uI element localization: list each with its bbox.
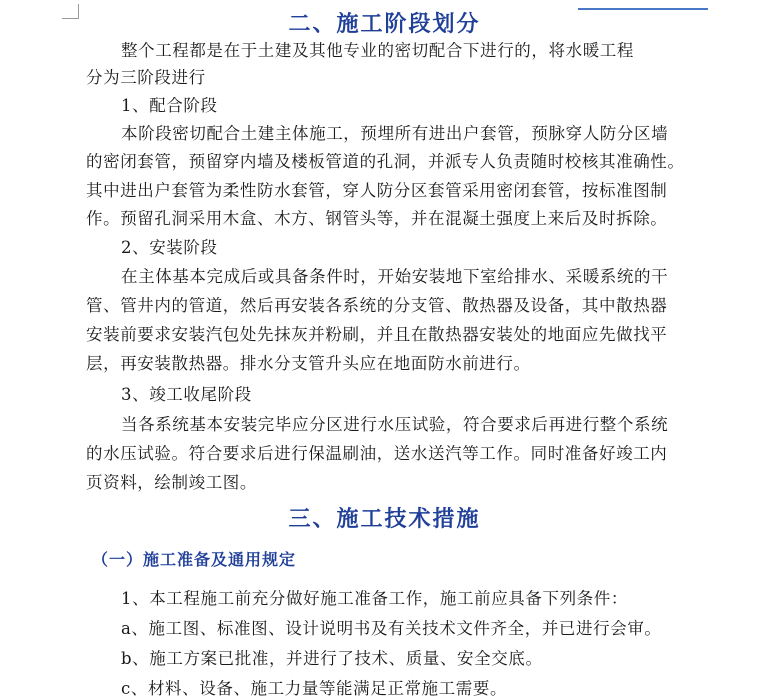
paragraph-line: 分为三阶段进行 (86, 68, 206, 87)
list-item: a、施工图、标准图、设计说明书及有关技术文件齐全，并已进行会审。 (121, 619, 662, 638)
phase-label: 1、配合阶段 (121, 96, 218, 115)
phase-label: 3、竣工收尾阶段 (121, 385, 252, 404)
paragraph-line: 的密闭套管，预留穿内墙及楼板管道的孔洞，并派专人负责随时校核其准确性。 (86, 152, 685, 171)
paragraph-line: 当各系统基本安装完毕应分区进行水压试验，符合要求后再进行整个系统 (121, 415, 669, 434)
list-item: 1、本工程施工前充分做好施工准备工作，施工前应具备下列条件： (121, 589, 628, 608)
paragraph-line: 页资料，绘制竣工图。 (86, 473, 257, 492)
section-heading-construction-phases: 二、施工阶段划分 (288, 11, 481, 37)
paragraph-line: 整个工程都是在于土建及其他专业的密切配合下进行的，将水暖工程 (121, 41, 634, 60)
list-item: c、材料、设备、施工力量等能满足正常施工需要。 (121, 679, 508, 698)
paragraph-line: 的水压试验。符合要求后进行保温刷油，送水送汽等工作。同时准备好竣工内 (86, 444, 668, 463)
paragraph-line: 安装前要求安装汽包处先抹灰并粉刷，并且在散热器安装处的地面应先做找平 (86, 325, 668, 344)
phase-label: 2、安装阶段 (121, 238, 218, 257)
paragraph-line: 本阶段密切配合土建主体施工，预埋所有进出户套管，预脉穿人防分区墙 (121, 124, 669, 143)
paragraph-line: 层，再安装散热器。排水分支管升头应在地面防水前进行。 (86, 354, 531, 373)
paragraph-line: 其中进出户套管为柔性防水套管，穿人防分区套管采用密闭套管，按标准图制 (86, 181, 668, 200)
paragraph-line: 作。预留孔洞采用木盒、木方、钢管头等，并在混凝土强度上来后及时拆除。 (86, 209, 668, 228)
subsection-heading: （一）施工准备及通用规定 (92, 550, 297, 569)
paragraph-line: 管、管井内的管道，然后再安装各系统的分支管、散热器及设备，其中散热器 (86, 296, 668, 315)
paragraph-line: 在主体基本完成后或具备条件时，开始安装地下室给排水、采暖系统的干 (121, 267, 669, 286)
list-item: b、施工方案已批准，并进行了技术、质量、安全交底。 (121, 649, 543, 668)
section-heading-technical-measures: 三、施工技术措施 (288, 506, 481, 532)
